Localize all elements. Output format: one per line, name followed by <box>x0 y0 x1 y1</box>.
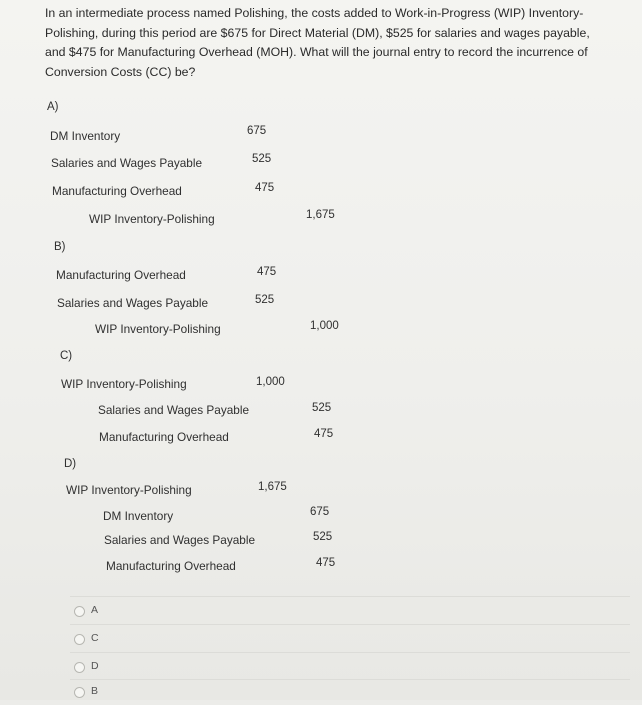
option-a-row2-debit: 525 <box>252 153 272 165</box>
option-b-row2-debit: 525 <box>255 294 275 306</box>
choice-divider <box>70 679 630 680</box>
option-d-label: D) <box>64 458 77 470</box>
choice-c[interactable] <box>60 628 630 652</box>
option-b-row1-debit: 475 <box>257 266 277 278</box>
radio-button[interactable] <box>74 687 85 698</box>
option-d-row2-credit: 675 <box>310 506 330 518</box>
option-a-row1-debit: 675 <box>247 125 267 137</box>
option-a-row3-debit: 475 <box>255 182 275 194</box>
radio-button[interactable] <box>74 606 85 617</box>
option-d-row2-account: DM Inventory <box>103 509 174 523</box>
option-c-label: C) <box>60 350 73 362</box>
choice-divider <box>70 652 630 653</box>
option-b-row1-account: Manufacturing Overhead <box>56 268 186 282</box>
choice-b[interactable] <box>60 681 630 705</box>
option-a-row1-account: DM Inventory <box>50 129 121 143</box>
choice-divider <box>70 624 630 625</box>
radio-button[interactable] <box>74 634 85 645</box>
choice-d-label: D <box>91 660 99 672</box>
option-d-row1-account: WIP Inventory-Polishing <box>66 483 192 497</box>
option-d-row4-account: Manufacturing Overhead <box>106 559 236 573</box>
radio-button[interactable] <box>74 662 85 673</box>
option-a-label: A) <box>47 101 59 113</box>
option-b-row3-credit: 1,000 <box>310 320 339 332</box>
choice-a-label: A <box>91 604 99 616</box>
question-text: In an intermediate process named Polishing, the costs added to Work-in-Progress (WIP) Inventory-Polishing, during this period are $675 for Direct Material (DM), $525 for salaries and wages payable, and $475 for Manufacturing Overhead (MOH). What will the journal entry to record the incurrence of Conversion Costs (CC) be? <box>45 6 590 79</box>
choice-b-label: B <box>91 685 99 697</box>
option-d-row3-account: Salaries and Wages Payable <box>104 533 256 547</box>
choice-c-label: C <box>91 632 99 644</box>
option-b-row3-account: WIP Inventory-Polishing <box>95 322 221 336</box>
option-a-row3-account: Manufacturing Overhead <box>52 184 182 198</box>
option-d-row1-debit: 1,675 <box>258 481 287 493</box>
option-b-label: B) <box>54 241 66 253</box>
choice-d[interactable] <box>60 656 630 680</box>
option-c-row1-account: WIP Inventory-Polishing <box>61 377 187 391</box>
option-d-row3-credit: 525 <box>313 531 333 543</box>
option-b-row2-account: Salaries and Wages Payable <box>57 296 209 310</box>
option-c-row3-credit: 475 <box>314 428 334 440</box>
choice-divider <box>70 596 630 597</box>
option-d-row4-credit: 475 <box>316 557 336 569</box>
option-a-row4-credit: 1,675 <box>306 209 335 221</box>
option-a-row2-account: Salaries and Wages Payable <box>51 156 203 170</box>
choice-a[interactable] <box>60 600 630 624</box>
option-a-row4-account: WIP Inventory-Polishing <box>89 212 215 226</box>
option-c-row2-credit: 525 <box>312 402 332 414</box>
option-c-row3-account: Manufacturing Overhead <box>99 430 229 444</box>
option-c-row2-account: Salaries and Wages Payable <box>98 403 250 417</box>
option-c-row1-debit: 1,000 <box>256 376 285 388</box>
